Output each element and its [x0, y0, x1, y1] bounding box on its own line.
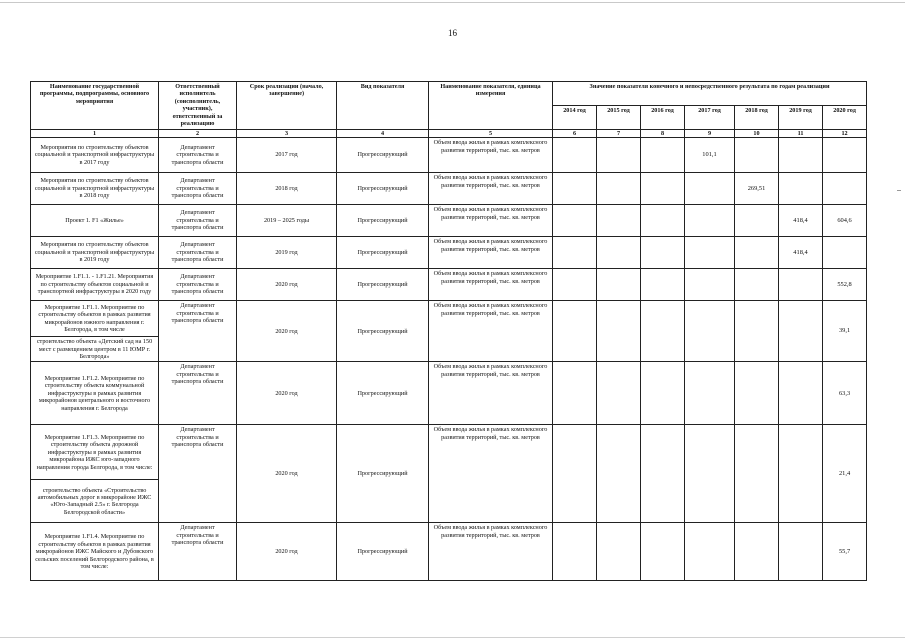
- row-type: Прогрессирующий: [337, 205, 429, 237]
- value-2016: [641, 269, 685, 301]
- row-subitem: строительство объекта «Строительство автомобильных дорог в микрорайоне ИЖС «Юго-Западный 2.5» г. Белгорода Белгородской области»: [31, 480, 159, 523]
- value-2020: 39,1: [823, 301, 867, 362]
- value-2019: [779, 425, 823, 523]
- value-2018: 269,51: [735, 173, 779, 205]
- column-number: 2: [159, 129, 237, 137]
- row-name: Мероприятия по строительству объектов социальной и транспортной инфраструктуры в 2017 году: [31, 138, 159, 173]
- row-type: Прогрессирующий: [337, 362, 429, 425]
- scan-edge-bottom: [0, 637, 905, 638]
- value-2019: [779, 301, 823, 362]
- value-2015: [597, 173, 641, 205]
- row-executor: Департамент строительства и транспорта области: [159, 173, 237, 205]
- row-term: 2020 год: [237, 523, 337, 581]
- row-term: 2018 год: [237, 173, 337, 205]
- table-row: [31, 362, 867, 425]
- row-term: 2020 год: [237, 269, 337, 301]
- value-2020: [823, 173, 867, 205]
- row-executor: Департамент строительства и транспорта области: [159, 425, 237, 523]
- row-type: Прогрессирующий: [337, 301, 429, 362]
- row-indicator: Объем ввода жилья в рамках комплексного развития территорий, тыс. кв. метров: [429, 523, 553, 581]
- value-2020: 55,7: [823, 523, 867, 581]
- table-row: [31, 237, 867, 269]
- value-2014: [553, 173, 597, 205]
- column-number: 9: [685, 129, 735, 137]
- value-2017: [685, 269, 735, 301]
- row-name: Мероприятие 1.F1.2. Мероприятие по строительству объекта коммунальной инфраструктуры в рамках развития микрорайонов центрального и восточного направления г. Белгорода: [31, 362, 159, 425]
- row-term: 2020 год: [237, 425, 337, 523]
- row-type: Прогрессирующий: [337, 173, 429, 205]
- column-number: 12: [823, 129, 867, 137]
- row-executor: Департамент строительства и транспорта области: [159, 269, 237, 301]
- value-2017: [685, 173, 735, 205]
- value-2020: [823, 237, 867, 269]
- value-2016: [641, 173, 685, 205]
- results-table: [30, 81, 867, 581]
- table-row: [31, 205, 867, 237]
- header-executor: Ответственный исполнитель (соисполнитель, участник), ответственный за реализацию: [159, 82, 237, 130]
- value-2019: 418,4: [779, 205, 823, 237]
- row-subitem: строительство объекта «Детский сад на 150 мест с размещением центром в 11 ЮМР г. Белгорода»: [31, 337, 159, 362]
- header-type: Вид показателя: [337, 82, 429, 130]
- row-name: Мероприятие 1.F1.1. Мероприятие по строительству объектов в рамках развития микрорайонов южного направления г. Белгорода, в том числе: [31, 301, 159, 337]
- value-2016: [641, 237, 685, 269]
- header-indicator: Наименование показателя, единица измерения: [429, 82, 553, 130]
- value-2018: [735, 523, 779, 581]
- row-executor: Департамент строительства и транспорта области: [159, 138, 237, 173]
- value-2015: [597, 205, 641, 237]
- header-year: 2015 год: [597, 105, 641, 129]
- row-name: Проект 1. F1 «Жилье»: [31, 205, 159, 237]
- value-2020: [823, 138, 867, 173]
- header-year: 2018 год: [735, 105, 779, 129]
- value-2018: [735, 269, 779, 301]
- row-executor: Департамент строительства и транспорта области: [159, 362, 237, 425]
- value-2017: 101,1: [685, 138, 735, 173]
- row-type: Прогрессирующий: [337, 237, 429, 269]
- value-2017: [685, 362, 735, 425]
- value-2018: [735, 301, 779, 362]
- value-2014: [553, 269, 597, 301]
- value-2018: [735, 237, 779, 269]
- row-indicator: Объем ввода жилья в рамках комплексного развития территорий, тыс. кв. метров: [429, 205, 553, 237]
- header-term: Срок реализации (начало, завершение): [237, 82, 337, 130]
- column-number: 5: [429, 129, 553, 137]
- value-2014: [553, 362, 597, 425]
- row-indicator: Объем ввода жилья в рамках комплексного развития территорий, тыс. кв. метров: [429, 362, 553, 425]
- value-2015: [597, 362, 641, 425]
- column-numbers-row: [31, 129, 867, 137]
- value-2014: [553, 301, 597, 362]
- row-term: 2019 – 2025 годы: [237, 205, 337, 237]
- value-2014: [553, 237, 597, 269]
- row-indicator: Объем ввода жилья в рамках комплексного развития территорий, тыс. кв. метров: [429, 301, 553, 362]
- table-row: [31, 269, 867, 301]
- table-row: [31, 425, 867, 480]
- value-2016: [641, 523, 685, 581]
- value-2018: [735, 362, 779, 425]
- column-number: 8: [641, 129, 685, 137]
- row-term: 2019 год: [237, 237, 337, 269]
- column-number: 1: [31, 129, 159, 137]
- value-2019: [779, 523, 823, 581]
- row-name: Мероприятия по строительству объектов социальной и транспортной инфраструктуры в 2018 году: [31, 173, 159, 205]
- value-2019: [779, 138, 823, 173]
- row-indicator: Объем ввода жилья в рамках комплексного развития территорий, тыс. кв. метров: [429, 173, 553, 205]
- value-2016: [641, 301, 685, 362]
- value-2018: [735, 425, 779, 523]
- row-executor: Департамент строительства и транспорта области: [159, 237, 237, 269]
- value-2015: [597, 138, 641, 173]
- row-executor: Департамент строительства и транспорта области: [159, 205, 237, 237]
- value-2016: [641, 205, 685, 237]
- value-2020: 21,4: [823, 425, 867, 523]
- value-2020: 552,8: [823, 269, 867, 301]
- header-year: 2014 год: [553, 105, 597, 129]
- table-row: [31, 138, 867, 173]
- row-indicator: Объем ввода жилья в рамках комплексного развития территорий, тыс. кв. метров: [429, 425, 553, 523]
- value-2014: [553, 205, 597, 237]
- header-name: Наименование государственной программы, подпрограммы, основного мероприятия: [31, 82, 159, 130]
- value-2015: [597, 237, 641, 269]
- row-name: Мероприятие 1.F1.4. Мероприятие по строительству объектов в рамках развития микрорайонов ИЖС Майского и Дубовского сельских поселений Белгородского района, в том числе:: [31, 523, 159, 581]
- column-number: 11: [779, 129, 823, 137]
- value-2020: 63,3: [823, 362, 867, 425]
- row-indicator: Объем ввода жилья в рамках комплексного развития территорий, тыс. кв. метров: [429, 237, 553, 269]
- value-2018: [735, 205, 779, 237]
- value-2017: [685, 205, 735, 237]
- value-2017: [685, 237, 735, 269]
- row-executor: Департамент строительства и транспорта области: [159, 523, 237, 581]
- row-name: Мероприятие 1.F1.1. - 1.F1.21. Мероприятия по строительству объектов социальной и транспортной инфраструктуры в 2020 году: [31, 269, 159, 301]
- value-2014: [553, 138, 597, 173]
- value-2015: [597, 425, 641, 523]
- column-number: 3: [237, 129, 337, 137]
- row-type: Прогрессирующий: [337, 269, 429, 301]
- value-2015: [597, 269, 641, 301]
- column-number: 7: [597, 129, 641, 137]
- value-2014: [553, 425, 597, 523]
- value-2019: [779, 362, 823, 425]
- table-row: [31, 173, 867, 205]
- row-name: Мероприятие 1.F1.3. Мероприятие по строительству объекта дорожной инфраструктуры в рамках развития микрорайона ИЖС юго-западного направления города Белгорода, в том числе:: [31, 425, 159, 480]
- row-name: Мероприятия по строительству объектов социальной и транспортной инфраструктуры в 2019 году: [31, 237, 159, 269]
- value-2017: [685, 425, 735, 523]
- value-2015: [597, 523, 641, 581]
- value-2019: [779, 269, 823, 301]
- table-row: [31, 523, 867, 581]
- header-row: [31, 82, 867, 106]
- table-row: [31, 301, 867, 337]
- column-number: 6: [553, 129, 597, 137]
- value-2015: [597, 301, 641, 362]
- row-term: 2020 год: [237, 301, 337, 362]
- row-term: 2020 год: [237, 362, 337, 425]
- value-2014: [553, 523, 597, 581]
- row-indicator: Объем ввода жилья в рамках комплексного развития территорий, тыс. кв. метров: [429, 138, 553, 173]
- value-2016: [641, 425, 685, 523]
- value-2016: [641, 362, 685, 425]
- header-year: 2019 год: [779, 105, 823, 129]
- value-2017: [685, 523, 735, 581]
- header-year: 2016 год: [641, 105, 685, 129]
- header-year: 2020 год: [823, 105, 867, 129]
- row-type: Прогрессирующий: [337, 523, 429, 581]
- scan-edge-top: [0, 2, 905, 3]
- header-values-group: Значение показателя конечного и непосредственного результата по годам реализации: [553, 82, 867, 106]
- column-number: 10: [735, 129, 779, 137]
- scan-edge-mark: [897, 190, 901, 191]
- row-indicator: Объем ввода жилья в рамках комплексного развития территорий, тыс. кв. метров: [429, 269, 553, 301]
- value-2017: [685, 301, 735, 362]
- row-executor: Департамент строительства и транспорта области: [159, 301, 237, 362]
- value-2019: 418,4: [779, 237, 823, 269]
- page-number: 16: [448, 28, 457, 38]
- value-2016: [641, 138, 685, 173]
- row-term: 2017 год: [237, 138, 337, 173]
- row-type: Прогрессирующий: [337, 425, 429, 523]
- column-number: 4: [337, 129, 429, 137]
- value-2018: [735, 138, 779, 173]
- header-year: 2017 год: [685, 105, 735, 129]
- row-type: Прогрессирующий: [337, 138, 429, 173]
- value-2020: 604,6: [823, 205, 867, 237]
- value-2019: [779, 173, 823, 205]
